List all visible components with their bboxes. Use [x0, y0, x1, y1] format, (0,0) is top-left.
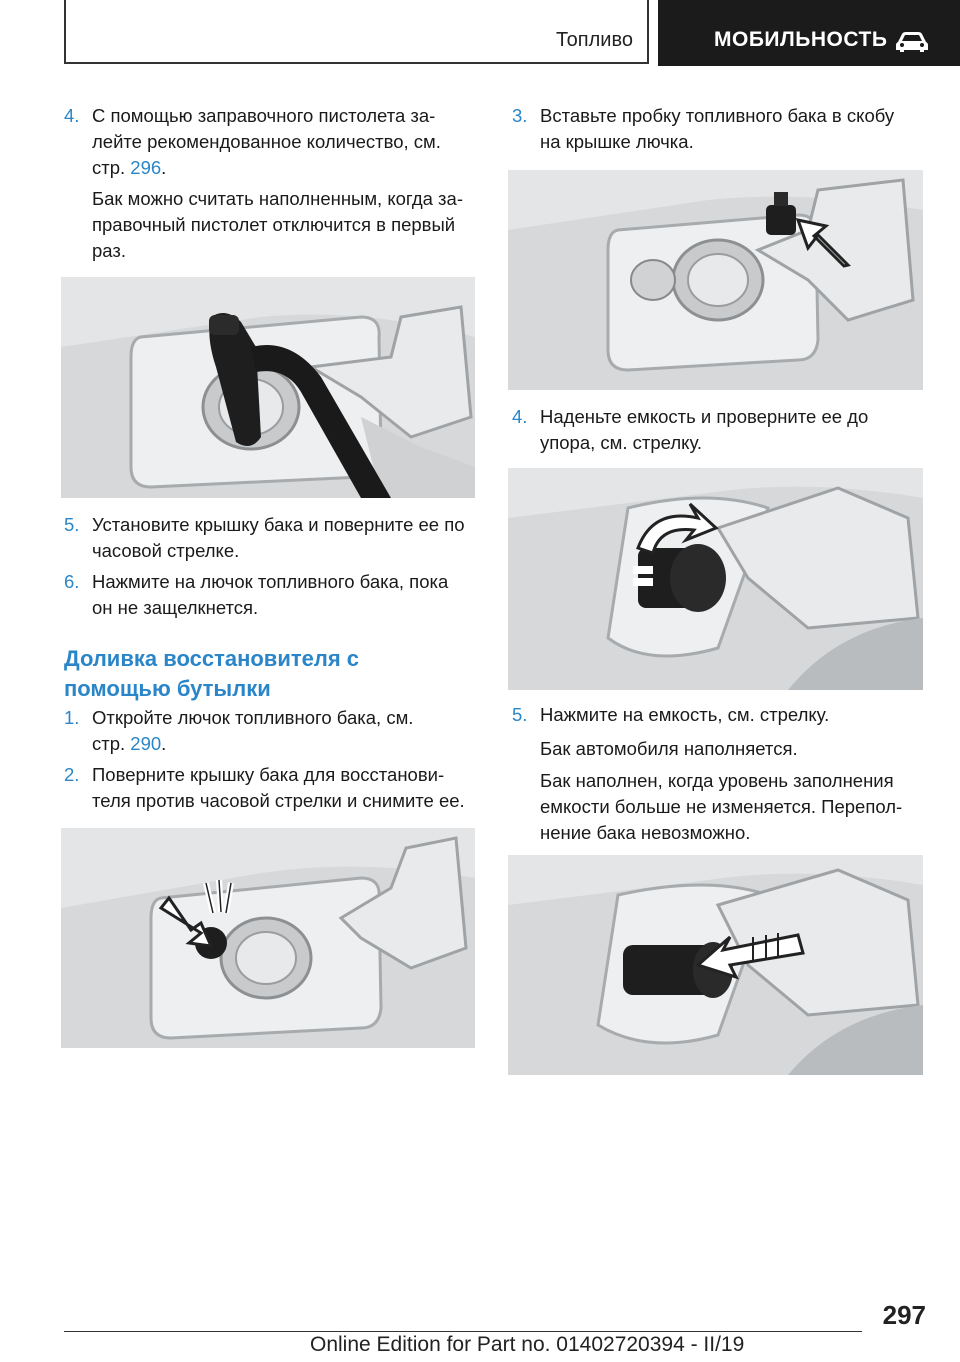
page-link-296[interactable]: 296: [130, 157, 162, 178]
step-4-note: Бак можно считать наполненным, когда за- правочный пистолет отключится в первый раз.: [92, 188, 463, 261]
step-text-line: С помощью заправочного пистолета за-: [92, 105, 436, 126]
figure-remove-cap: [61, 828, 475, 1048]
step-5-note-2: Бак наполнен, когда уровень заполнения емкости больше не изменяется. Перепол- нение бака невозможно.: [540, 770, 903, 843]
step-number: 2.: [64, 764, 80, 785]
step-number: 3.: [512, 105, 528, 126]
section-title: Топливо: [556, 29, 633, 51]
figure-fuel-nozzle: [61, 277, 475, 498]
figure-press-bottle: [508, 855, 923, 1075]
step-text-line: лейте рекомендованное количество, см.: [92, 131, 441, 152]
page-number: 297: [882, 1300, 926, 1330]
page-link-290[interactable]: 290: [130, 733, 162, 754]
header-chapter-box: [658, 0, 960, 66]
footer-edition: Online Edition for Part no. 01402720394 - II/19: [310, 1333, 745, 1356]
step-number: 1.: [64, 707, 80, 728]
chapter-title: МОБИЛЬНОСТЬ: [714, 28, 888, 51]
step-number: 4.: [512, 406, 528, 427]
section-heading: Доливка восстановителя с помощью бутылки: [64, 646, 360, 701]
footer-divider: [64, 1331, 862, 1332]
car-icon: [894, 30, 930, 54]
step-number: 6.: [64, 571, 80, 592]
step-number: 4.: [64, 105, 80, 126]
header-section-box: [64, 0, 649, 64]
step-5-note-1: Бак автомобиля наполняется.: [540, 738, 798, 759]
step-number: 5.: [64, 514, 80, 535]
step-number: 5.: [512, 704, 528, 725]
figure-attach-bottle: [508, 468, 923, 690]
figure-insert-cap: [508, 170, 923, 390]
